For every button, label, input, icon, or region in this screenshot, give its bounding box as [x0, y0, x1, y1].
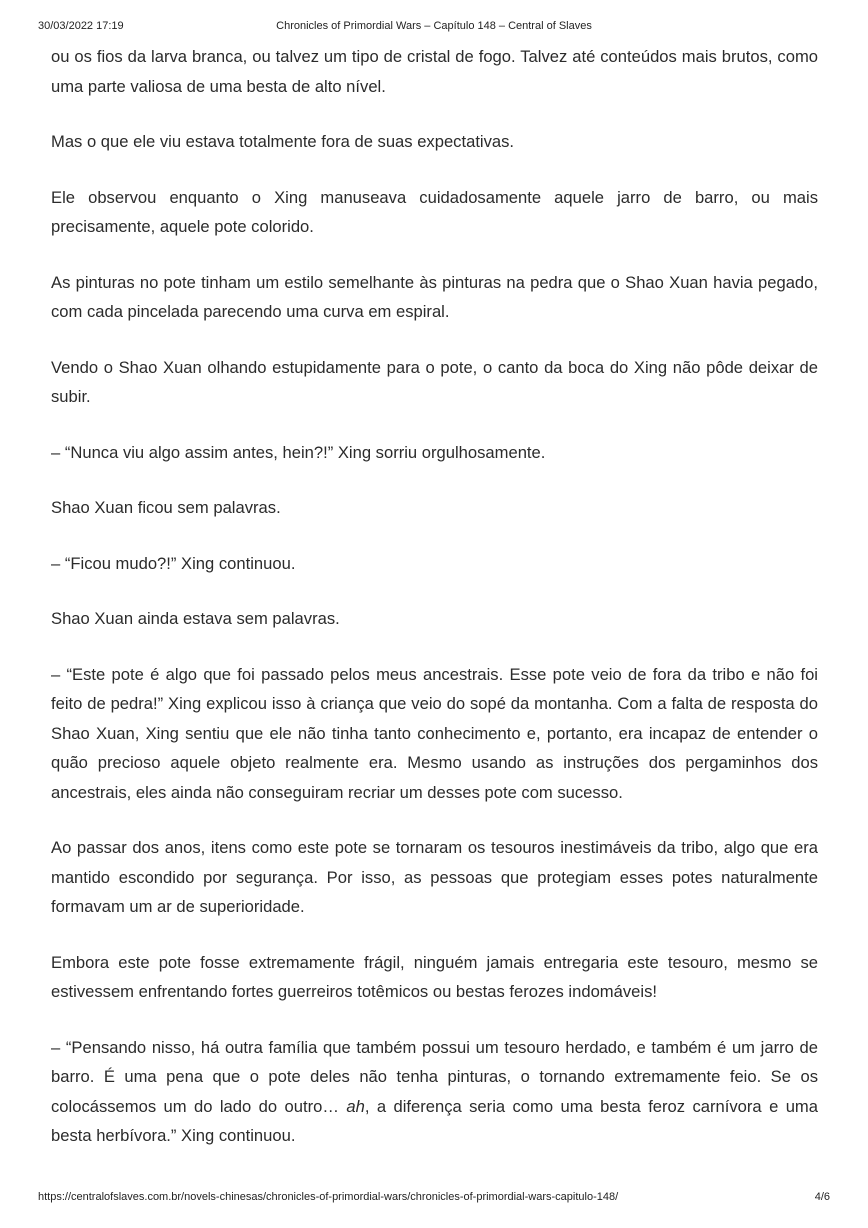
- print-page-title: Chronicles of Primordial Wars – Capítulo 148 – Central of Slaves: [276, 20, 592, 32]
- paragraph-8: – “Ficou mudo?!” Xing continuou.: [51, 553, 296, 573]
- paragraph-6: – “Nunca viu algo assim antes, hein?!” Xing sorriu orgulhosamente.: [51, 442, 546, 462]
- paragraph-13-emphasis: ah: [346, 1096, 365, 1116]
- paragraph-3: Ele observou enquanto o Xing manuseava cuidadosamente aquele jarro de barro, ou mais precisamente, aquele pote colorido.: [51, 187, 818, 236]
- paragraph-10: – “Este pote é algo que foi passado pelos meus ancestrais. Esse pote veio de fora da tribo e não foi feito de pedra!” Xing explicou isso à criança que veio do sopé da montanha. Com a falta de resposta do Shao Xuan, Xing sentiu que ele não tinha tanto conhecimento e, portanto, era incapaz de entender o quão precioso aquele objeto realmente era. Mesmo usando as instruções dos pergaminhos dos ancestrais, eles ainda não conseguiram recriar um desses pote com sucesso.: [51, 664, 818, 802]
- chapter-body: [51, 42, 818, 1177]
- paragraph-4: As pinturas no pote tinham um estilo semelhante às pinturas na pedra que o Shao Xuan havia pegado, com cada pincelada parecendo uma curva em espiral.: [51, 272, 818, 321]
- paragraph-11: Ao passar dos anos, itens como este pote se tornaram os tesouros inestimáveis da tribo, algo que era mantido escondido por segurança. Por isso, as pessoas que protegiam esses potes naturalmente formavam um ar de superioridade.: [51, 838, 818, 916]
- paragraph-13-start: – “Pensando nisso, há outra família que também possui um tesouro herdado, e também é um jarro de barro. É uma pena que o pote deles não tenha pinturas, o tornando extremamente feio. Se os colocássemos um do lado do outro…: [51, 1037, 818, 1116]
- paragraph-7: Shao Xuan ficou sem palavras.: [51, 498, 281, 517]
- paragraph-9: Shao Xuan ainda estava sem palavras.: [51, 609, 340, 628]
- print-url: https://centralofslaves.com.br/novels-chinesas/chronicles-of-primordial-wars/chronicles-of-primordial-wars-capitulo-148/: [38, 1191, 619, 1203]
- print-footer: [38, 1191, 830, 1207]
- paragraph-2: Mas o que ele viu estava totalmente fora de suas expectativas.: [51, 132, 515, 151]
- paragraph-5: Vendo o Shao Xuan olhando estupidamente para o pote, o canto da boca do Xing não pôde deixar de subir.: [51, 357, 818, 406]
- print-header: [38, 20, 830, 36]
- page-number: 4/6: [814, 1191, 830, 1203]
- print-datetime: 30/03/2022 17:19: [38, 20, 124, 32]
- paragraph-13: [51, 1033, 818, 1151]
- paragraph-13-end: , a diferença seria como uma besta feroz carnívora e uma besta herbívora.” Xing continuou.: [51, 1096, 818, 1145]
- paragraph-12: Embora este pote fosse extremamente frágil, ninguém jamais entregaria este tesouro, mesmo se estivessem enfrentando fortes guerreiros totêmicos ou bestas ferozes indomáveis!: [51, 952, 818, 1001]
- paragraph-1: ou os fios da larva branca, ou talvez um tipo de cristal de fogo. Talvez até conteúdos mais brutos, como uma parte valiosa de uma besta de alto nível.: [51, 47, 818, 96]
